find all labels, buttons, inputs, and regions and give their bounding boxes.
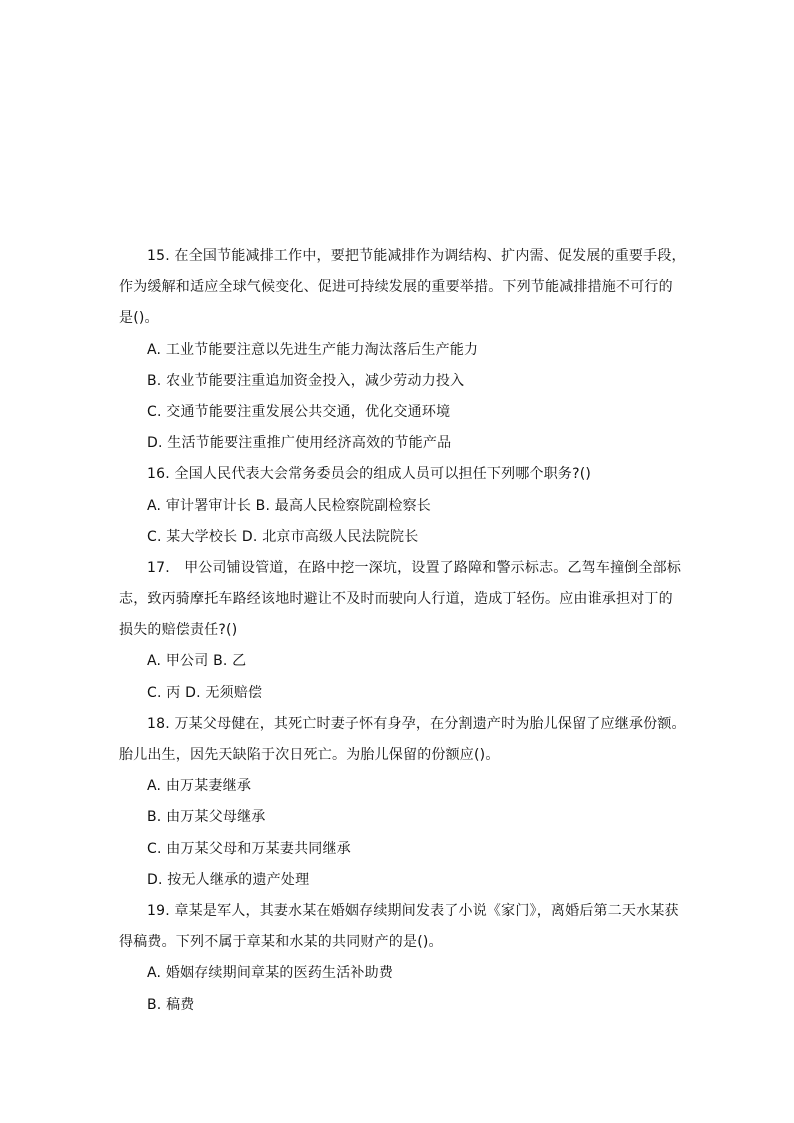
answer-option: C. 由万某父母和万某妻共同继承 — [147, 840, 351, 857]
answer-option: B. 稿费 — [147, 996, 195, 1013]
question-17 — [119, 555, 689, 711]
question-stem-line: 17. 甲公司铺设管道，在路中挖一深坑，设置了路障和警示标志。乙驾车撞倒全部标 — [147, 559, 682, 576]
answer-option: D. 生活节能要注重推广使用经济高效的节能产品 — [147, 435, 452, 452]
answer-option: A. 工业节能要注意以先进生产能力淘汰落后生产能力 — [147, 341, 479, 358]
question-stem-line: 15. 在全国节能减排工作中，要把节能减排作为调结构、扩内需、促发展的重要手段， — [147, 248, 686, 264]
answer-option: B. 由万某父母继承 — [147, 809, 266, 826]
question-stem-line: 作为缓解和适应全球气候变化、促进可持续发展的重要举措。下列节能减排措施不可行的 — [119, 279, 673, 296]
answer-option: C. 交通节能要注重发展公共交通，优化交通环境 — [147, 403, 451, 420]
question-stem-line: 得稿费。下列不属于章某和水某的共同财产的是()。 — [119, 934, 443, 951]
question-stem-line: 损失的赔偿责任?() — [119, 622, 238, 639]
question-stem-line: 16. 全国人民代表大会常务委员会的组成人员可以担任下列哪个职务?() — [147, 466, 592, 483]
document-page — [119, 243, 689, 1023]
question-15 — [119, 243, 689, 461]
answer-option: D. 按无人继承的遗产处理 — [147, 871, 310, 888]
question-stem-line: 是()。 — [119, 310, 159, 327]
answer-option: C. 丙 D. 无须赔偿 — [147, 684, 263, 701]
question-stem-line: 志，致丙骑摩托车路经该地时避让不及时而驶向人行道，造成丁轻伤。应由谁承担对丁的 — [119, 591, 673, 608]
answer-option: A. 婚姻存续期间章某的医药生活补助费 — [147, 965, 394, 982]
question-stem-line: 胎儿出生，因先天缺陷于次日死亡。为胎儿保留的份额应()。 — [119, 747, 500, 763]
answer-option: A. 甲公司 B. 乙 — [147, 653, 247, 670]
question-18 — [119, 711, 689, 898]
answer-option: C. 某大学校长 D. 北京市高级人民法院院长 — [147, 528, 419, 545]
question-16 — [119, 461, 689, 555]
question-stem-line: 18. 万某父母健在，其死亡时妻子怀有身孕，在分割遗产时为胎儿保留了应继承份额。 — [147, 715, 686, 732]
question-stem-line: 19. 章某是军人，其妻水某在婚姻存续期间发表了小说《家门》，离婚后第二天水某获 — [147, 902, 679, 919]
question-19 — [119, 898, 689, 1023]
answer-option: A. 由万某妻继承 — [147, 778, 252, 795]
answer-option: B. 农业节能要注重追加资金投入，减少劳动力投入 — [147, 372, 465, 389]
answer-option: A. 审计署审计长 B. 最高人民检察院副检察长 — [147, 497, 431, 514]
